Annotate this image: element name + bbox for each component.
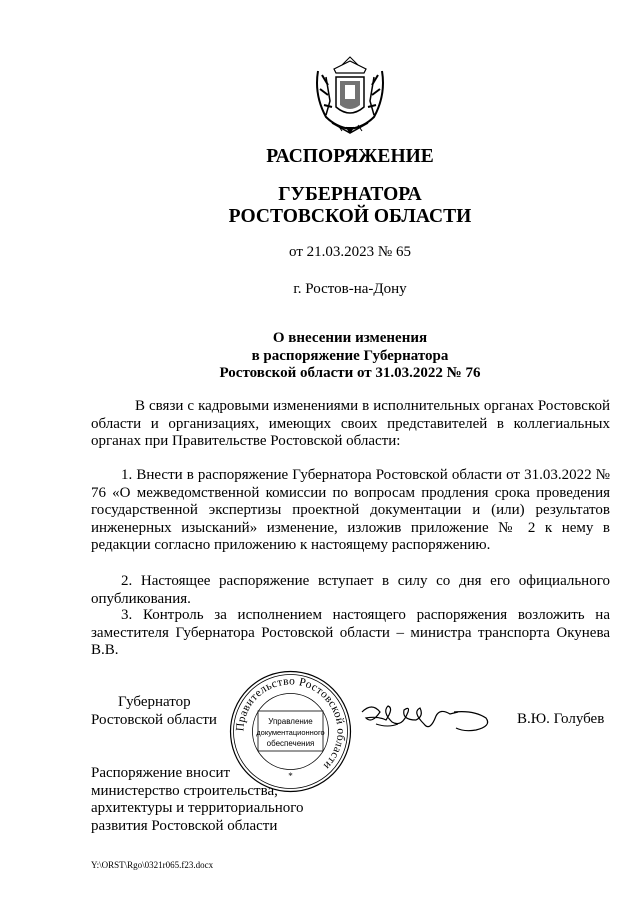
submitter-block xyxy=(91,765,304,835)
item-3-paragraph: 3. Контроль за исполнением настоящего распоряжения возложить на заместителя Губернатора Ростовской области – министра транспорта Окунева В.В. xyxy=(91,607,610,658)
preamble-paragraph: В связи с кадровыми изменениями в исполнительных органах Ростовской области и организациях, имеющих своих представителей в коллегиальных органах при Правительстве Ростовской области: xyxy=(91,398,610,449)
document-type-title: РАСПОРЯЖЕНИЕ xyxy=(266,146,434,167)
stamp-center-line3: обеспечения xyxy=(266,739,315,748)
submitter-line1: Распоряжение вносит xyxy=(91,765,231,781)
authority-title xyxy=(0,184,640,228)
subject-line2: в распоряжение Губернатора xyxy=(251,347,449,364)
file-path: Y:\ORST\Rgo\0321r065.f23.docx xyxy=(91,860,214,870)
authority-title-line2: РОСТОВСКОЙ ОБЛАСТИ xyxy=(228,206,472,227)
svg-text:*: * xyxy=(288,771,293,781)
stamp-center-line2: документационного xyxy=(256,728,325,737)
submitter-line2: министерство строительства, xyxy=(91,782,278,799)
subject-line1: О внесении изменения xyxy=(272,330,428,346)
coat-of-arms-emblem xyxy=(312,55,388,135)
stamp-ring-text: Правительство Ростовской области xyxy=(234,675,347,772)
submitter-line3: архитектуры и территориального xyxy=(91,800,304,816)
stamp-center-line1: Управление xyxy=(268,717,313,726)
signatory-position xyxy=(91,694,217,729)
date-number: от 21.03.2023 № 65 xyxy=(289,244,411,260)
signatory-name: В.Ю. Голубев xyxy=(517,711,605,727)
handwritten-signature xyxy=(358,698,498,738)
city: г. Ростов-на-Дону xyxy=(293,281,407,297)
item-2-paragraph: 2. Настоящее распоряжение вступает в силу со дня его официального опубликования. xyxy=(91,573,610,607)
item-1-paragraph: 1. Внести в распоряжение Губернатора Ростовской области от 31.03.2022 № 76 «О межведомственной комиссии по вопросам продления срока проведения государственной экспертизы проектной документации и (или) результатов инженерных изысканий» изменение, изложив приложение № 2 к нему в редакции согласно приложению к настоящему распоряжению. xyxy=(91,467,610,553)
signatory-position-line2: Ростовской области xyxy=(91,711,217,728)
authority-title-line1: ГУБЕРНАТОРА xyxy=(278,184,422,205)
subject-line3: Ростовской области от 31.03.2022 № 76 xyxy=(219,365,481,381)
submitter-line4: развития Ростовской области xyxy=(91,817,278,834)
signatory-position-line1: Губернатор xyxy=(118,694,191,710)
subject-heading xyxy=(0,330,640,383)
